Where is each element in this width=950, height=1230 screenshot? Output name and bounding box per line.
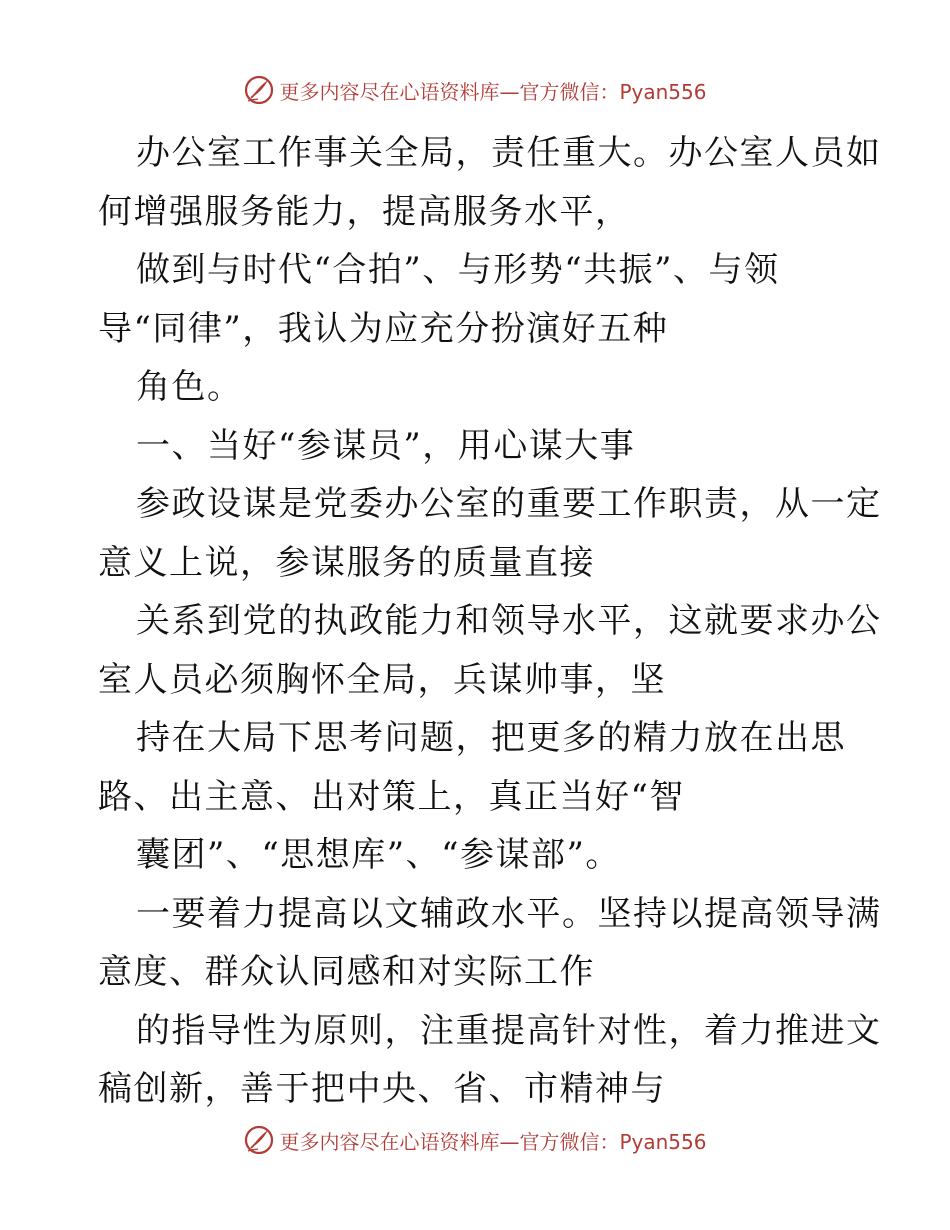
quill-logo-icon	[243, 1124, 275, 1156]
paragraph-line: 角色。	[136, 367, 243, 407]
section-heading: 一、当好“参谋员”，用心谋大事	[136, 425, 636, 466]
paragraph-line: 一要着力提高以文辅政水平。坚持以提高领导满	[136, 893, 882, 934]
paragraph-line: 参政设谋是党委办公室的重要工作职责，从一定	[136, 484, 882, 524]
paragraph-line: 路、出主意、出对策上，真正当好“智	[98, 776, 685, 817]
paragraph-line: 囊团”、“思想库”、“参谋部”。	[136, 835, 621, 875]
paragraph-line: 导“同律”，我认为应充分扮演好五种	[98, 308, 669, 349]
quill-logo-icon	[243, 74, 275, 106]
paragraph-line: 办公室工作事关全局，责任重大。办公室人员如	[136, 133, 882, 173]
footer-banner	[0, 1122, 950, 1158]
paragraph-line: 意义上说，参谋服务的质量直接	[98, 542, 595, 583]
paragraph-line: 稿创新，善于把中央、省、市精神与	[98, 1069, 666, 1109]
paragraph-line: 关系到党的执政能力和领导水平，这就要求办公	[136, 601, 882, 641]
header-banner	[0, 72, 950, 108]
paragraph-line: 做到与时代“合拍”、与形势“共振”、与领	[136, 250, 780, 290]
footer-banner-text: 更多内容尽在心语资料库—官方微信：Pyan556	[279, 1129, 707, 1154]
paragraph-line: 何增强服务能力，提高服务水平，	[98, 191, 631, 232]
paragraph-line: 持在大局下思考问题，把更多的精力放在出思	[136, 718, 846, 758]
header-banner-text: 更多内容尽在心语资料库—官方微信：Pyan556	[279, 79, 707, 104]
document-body	[98, 124, 882, 1119]
paragraph-line: 的指导性为原则，注重提高针对性，着力推进文	[136, 1010, 882, 1051]
paragraph-line: 意度、群众认同感和对实际工作	[98, 952, 595, 992]
paragraph-line: 室人员必须胸怀全局，兵谋帅事，坚	[98, 659, 666, 700]
